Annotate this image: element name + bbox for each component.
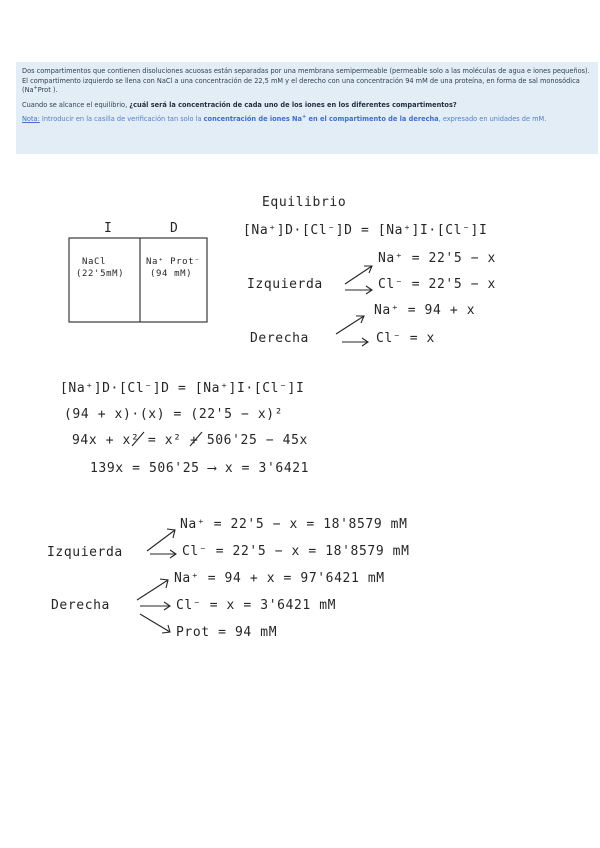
note-emphasis: en el compartimento de la derecha	[306, 115, 439, 124]
derecha-na: Na⁺ = 94 + x	[374, 303, 476, 318]
calc-line-2: (94 + x)·(x) = (22'5 − x)²	[64, 407, 284, 422]
superscript: +	[33, 85, 38, 91]
calc-line-4: 139x = 506'25 ⟶ x = 3'6421	[90, 461, 310, 476]
equilibrium-equation: [Na⁺]D·[Cl⁻]D = [Na⁺]I·[Cl⁻]I	[243, 223, 488, 238]
calc-line-3: 94x + x² = x² + 506'25 − 45x	[72, 433, 308, 448]
result-derecha-cl: Cl⁻ = x = 3'6421 mM	[176, 598, 337, 613]
label-compartment-d: D	[170, 221, 179, 236]
result-derecha-label: Derecha	[51, 598, 110, 613]
izquierda-cl: Cl⁻ = 22'5 − x	[378, 277, 496, 292]
note-label: Nota:	[22, 115, 40, 124]
box-right-line2: (94 mM)	[150, 269, 193, 279]
question-text: Prot ).	[37, 86, 58, 95]
calc-line-1: [Na⁺]D·[Cl⁻]D = [Na⁺]I·[Cl⁻]I	[60, 381, 305, 396]
arrow	[336, 316, 364, 334]
question-main: ¿cuál será la concentración de cada uno de los iones en los diferentes compartimentos?	[129, 100, 457, 109]
izquierda-label: Izquierda	[247, 277, 323, 292]
arrow	[345, 266, 372, 284]
derecha-cl: Cl⁻ = x	[376, 331, 435, 346]
result-derecha-na: Na⁺ = 94 + x = 97'6421 mM	[174, 571, 385, 586]
box-left-line1: NaCl	[82, 257, 107, 267]
question-text: Dos compartimentos que contienen disoluciones acuosas están separadas por una membrana semipermeable (permeable solo a las moléculas de agua e iones pequeños). El compartimento izquierdo se llena con NaCl a una concentración de 22,5 mM y el derecho con una concentración 94 mM de una proteína, en forma de sal monosódica (Na	[22, 67, 590, 95]
question-text: Cuando se alcance el equilibrio,	[22, 100, 130, 109]
derecha-label: Derecha	[250, 331, 309, 346]
result-izquierda-label: Izquierda	[47, 545, 123, 560]
arrow-head	[160, 579, 168, 588]
result-derecha-prot: Prot = 94 mM	[176, 625, 278, 640]
compartments-box	[69, 238, 207, 322]
arrow	[140, 614, 170, 632]
note-emphasis: concentración de iones Na	[203, 115, 303, 124]
note-text: Introducir en la casilla de verificación tan solo la	[39, 115, 204, 124]
note-text: , expresado en unidades de mM.	[438, 115, 547, 124]
arrow	[147, 530, 175, 551]
result-izquierda-na: Na⁺ = 22'5 − x = 18'8579 mM	[180, 517, 408, 532]
result-izquierda-cl: Cl⁻ = 22'5 − x = 18'8579 mM	[182, 544, 410, 559]
equilibrio-title: Equilibrio	[262, 195, 347, 210]
box-left-line2: (22'5mM)	[76, 269, 125, 279]
box-right-line1: Na⁺ Prot⁻	[146, 257, 201, 267]
superscript: +	[302, 114, 307, 121]
arrow	[137, 580, 168, 600]
izquierda-na: Na⁺ = 22'5 − x	[378, 251, 496, 266]
label-compartment-i: I	[104, 221, 113, 236]
